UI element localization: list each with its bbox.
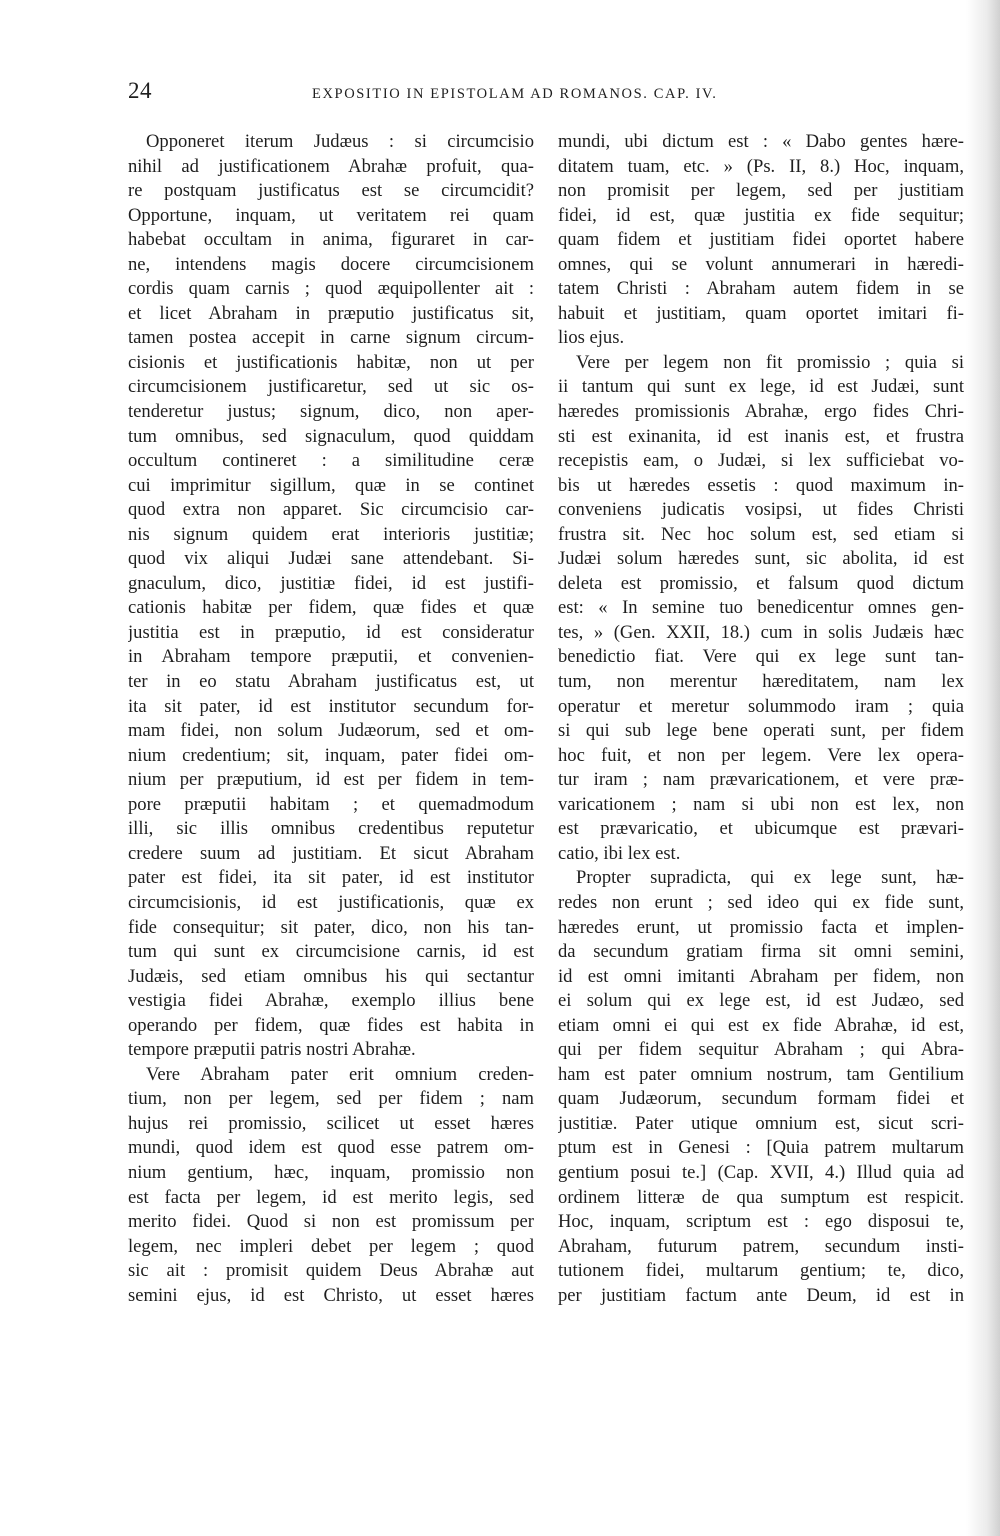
- text-line: bis ut hæredes essetis : quod maximum in-: [558, 474, 964, 496]
- text-line: est: « In semine tuo benedicentur omnes gen-: [558, 597, 964, 619]
- text-line: mundi, quod idem est quod esse patrem om-: [128, 1137, 534, 1159]
- text-line: vestigia fidei Abrahæ, exemplo illius bene: [128, 990, 534, 1012]
- text-line: semini ejus, id est Christo, ut esset hæres: [128, 1284, 534, 1306]
- text-line: pore præputii habitam ; et quemadmodum: [128, 793, 534, 815]
- right-column: [558, 130, 964, 1308]
- text-line: hujus rei promissio, scilicet ut esset hæres: [128, 1112, 534, 1134]
- text-line: habuit et justitiam, quam oportet imitari fi-: [558, 302, 964, 324]
- text-line: quod extra non apparet. Sic circumcisio car-: [128, 499, 534, 521]
- text-line: nium gentium, hæc, inquam, promissio non: [128, 1161, 534, 1183]
- text-line: legem, nec impleri debet per legem ; quod: [128, 1235, 534, 1257]
- text-line: per justitiam factum ante Deum, id est in: [558, 1284, 964, 1306]
- text-line: hoc fuit, et non per legem. Vere lex opera-: [558, 744, 964, 766]
- text-line: quam Judæorum, secundum formam fidei et: [558, 1088, 964, 1110]
- text-line: fide consequitur; sit pater, dico, non his tan-: [128, 916, 534, 938]
- text-columns: [128, 130, 964, 1510]
- text-line: omnes, qui se volunt annumerari in hæredi-: [558, 253, 964, 275]
- text-line: tur iram ; nam prævaricationem, et vere præ-: [558, 769, 964, 791]
- text-line: Propter supradicta, qui ex lege sunt, hæ-: [576, 867, 964, 889]
- text-line: merito fidei. Quod si non est promissum per: [128, 1211, 534, 1233]
- text-line: cationis habitæ per fidem, quæ fides et quæ: [128, 597, 534, 619]
- text-line: ita sit pater, id est institutor secundum for-: [128, 695, 534, 717]
- text-line: nium credentium; sit, inquam, pater fidei om-: [128, 744, 534, 766]
- text-line: justitiæ. Pater utique omnium est, sicut scri-: [558, 1112, 964, 1134]
- text-line: cisionis et justificationis habitæ, non ut per: [128, 351, 534, 373]
- text-line: benedictio fiat. Vere qui ex lege sunt tan-: [558, 646, 964, 668]
- text-line: in Abraham tempore præputii, et convenien-: [128, 646, 534, 668]
- text-line: Opponeret iterum Judæus : si circumcisio: [146, 131, 534, 152]
- text-line: da secundum gratiam firma sit omni semini,: [558, 941, 964, 963]
- text-line: tes, » (Gen. XXII, 18.) cum in solis Judæis hæc: [558, 621, 964, 643]
- text-line: id est omni imitanti Abraham per fidem, non: [558, 965, 964, 987]
- text-line: tum qui sunt ex circumcisione carnis, id est: [128, 941, 534, 963]
- text-line: tutionem fidei, multarum gentium; te, dico,: [558, 1260, 964, 1282]
- text-line: ordinem litteræ de qua sumptum est respicit.: [558, 1186, 964, 1208]
- text-line: ii tantum qui sunt ex lege, id est Judæi, sunt: [558, 376, 964, 398]
- text-line: ei solum qui ex lege est, id est Judæo, sed: [558, 990, 964, 1012]
- text-line: hæredes erunt, ut promissio facta et implen-: [558, 916, 964, 938]
- text-line: re postquam justificatus est se circumcidit?: [128, 180, 534, 202]
- left-column: [128, 130, 534, 1308]
- text-line: illi, sic illis omnibus credentibus reputetur: [128, 818, 534, 840]
- scan-edge-shadow: [966, 0, 1000, 1536]
- text-line: nis signum quidem erat interioris justitiæ;: [128, 523, 534, 545]
- text-line: hæredes promissionis Abrahæ, ergo fides Chri-: [558, 401, 964, 423]
- text-line: ditatem tuam, etc. » (Ps. II, 8.) Hoc, inquam,: [558, 155, 964, 177]
- text-line: habebat occultam in anima, figuraret in car-: [128, 229, 534, 251]
- text-line: nihil ad justificationem Abrahæ profuit, qua-: [128, 155, 534, 177]
- text-line: si qui sub lege bene operati sunt, per fidem: [558, 720, 964, 742]
- text-line: mam fidei, non solum Judæorum, sed et om-: [128, 720, 534, 742]
- text-line: lios ejus.: [558, 327, 625, 349]
- text-line: ne, intendens magis docere circumcisionem: [128, 253, 534, 275]
- text-line: sic ait : promisit quidem Deus Abrahæ aut: [128, 1260, 534, 1282]
- running-title: EXPOSITIO IN EPISTOLAM AD ROMANOS. CAP. IV.: [312, 86, 718, 102]
- text-line: catio, ibi lex est.: [558, 842, 681, 864]
- text-line: justitia est in præputio, id est consideratur: [128, 621, 534, 643]
- text-line: operando per fidem, quæ fides est habita in: [128, 1014, 534, 1036]
- text-line: tamen postea accepit in carne signum circum-: [128, 327, 534, 349]
- text-line: tenderetur justus; signum, dico, non aper-: [128, 401, 534, 423]
- text-line: etiam omni ei qui est ex fide Abrahæ, id est,: [558, 1014, 964, 1036]
- text-line: est facta per legem, id est merito legis, sed: [128, 1186, 534, 1208]
- text-line: et licet Abraham in præputio justificatus sit,: [128, 302, 534, 324]
- text-line: frustra sit. Nec hoc solum est, sed etiam si: [558, 523, 964, 545]
- text-line: Opportune, inquam, ut veritatem rei quam: [128, 204, 534, 226]
- text-line: operatur et meretur solummodo iram ; quia: [558, 695, 964, 717]
- text-line: nium per præputium, id est per fidem in tem-: [128, 769, 534, 791]
- text-line: Abraham, futurum patrem, secundum insti-: [558, 1235, 964, 1257]
- text-line: Judæi solum hæredes sunt, sic abolita, id est: [558, 548, 964, 570]
- text-line: gentium posui te.] (Cap. XVII, 4.) Illud quia ad: [558, 1161, 964, 1183]
- text-line: quod vix aliqui Judæi sane attendebant. Si-: [128, 548, 534, 570]
- text-line: varicationem ; nam si ubi non est lex, non: [558, 793, 964, 815]
- text-line: ter in eo statu Abraham justificatus est, ut: [128, 671, 534, 693]
- text-line: tatem Christi : Abraham autem fidem in se: [558, 278, 964, 300]
- text-line: gnaculum, dico, justitiæ fidei, id est justifi-: [128, 572, 534, 594]
- text-line: tum omnibus, sed signaculum, quod quiddam: [128, 425, 534, 447]
- text-line: pater est fidei, ita sit pater, id est institutor: [128, 867, 534, 889]
- text-line: tium, non per legem, sed per fidem ; nam: [128, 1088, 534, 1110]
- text-line: tempore præputii patris nostri Abrahæ.: [128, 1039, 416, 1061]
- text-line: est prævaricatio, et ubicumque est prævari-: [558, 818, 964, 840]
- text-line: cui imprimitur sigillum, quæ in se continet: [128, 474, 534, 496]
- text-line: sti est exinanita, id est inanis est, et frustra: [558, 425, 964, 447]
- text-line: credere suum ad justitiam. Et sicut Abraham: [128, 842, 534, 864]
- text-line: cordis quam carnis ; quod æquipollenter ait :: [128, 278, 534, 300]
- text-line: qui per fidem sequitur Abraham ; qui Abra-: [558, 1039, 964, 1061]
- text-line: Vere Abraham pater erit omnium creden-: [146, 1063, 534, 1085]
- text-line: Judæis, sed etiam omnibus his qui sectantur: [128, 965, 534, 987]
- text-line: non promisit per legem, sed per justitiam: [558, 180, 964, 202]
- text-line: occultum contineret : a similitudine ceræ: [128, 450, 534, 472]
- text-line: circumcisionem justificaretur, sed ut sic os-: [128, 376, 534, 398]
- text-line: fidei, id est, quæ justitia ex fide sequitur;: [558, 204, 964, 226]
- text-line: recepistis eam, o Judæi, si lex sufficiebat vo-: [558, 450, 964, 472]
- text-line: tum, non merentur hæreditatem, nam lex: [558, 671, 964, 693]
- text-line: deleta est promissio, et falsum quod dictum: [558, 572, 964, 594]
- text-line: redes non erunt ; sed ideo qui ex fide sunt,: [558, 891, 964, 913]
- text-line: conveniens judicatis vosipsi, ut fides Christi: [558, 499, 964, 521]
- text-line: Vere per legem non fit promissio ; quia si: [576, 351, 964, 373]
- text-line: Hoc, inquam, scriptum est : ego disposui te,: [558, 1211, 964, 1233]
- text-line: mundi, ubi dictum est : « Dabo gentes hære-: [558, 131, 964, 152]
- text-line: ptum est in Genesi : [Quia patrem multarum: [558, 1137, 964, 1159]
- text-line: ham est pater omnium nostrum, tam Gentilium: [558, 1063, 964, 1085]
- text-line: circumcisionis, id est justificationis, quæ ex: [128, 891, 534, 913]
- page-header: [128, 78, 792, 110]
- text-line: quam fidem et justitiam fidei oportet habere: [558, 229, 964, 251]
- page-number: 24: [128, 78, 152, 103]
